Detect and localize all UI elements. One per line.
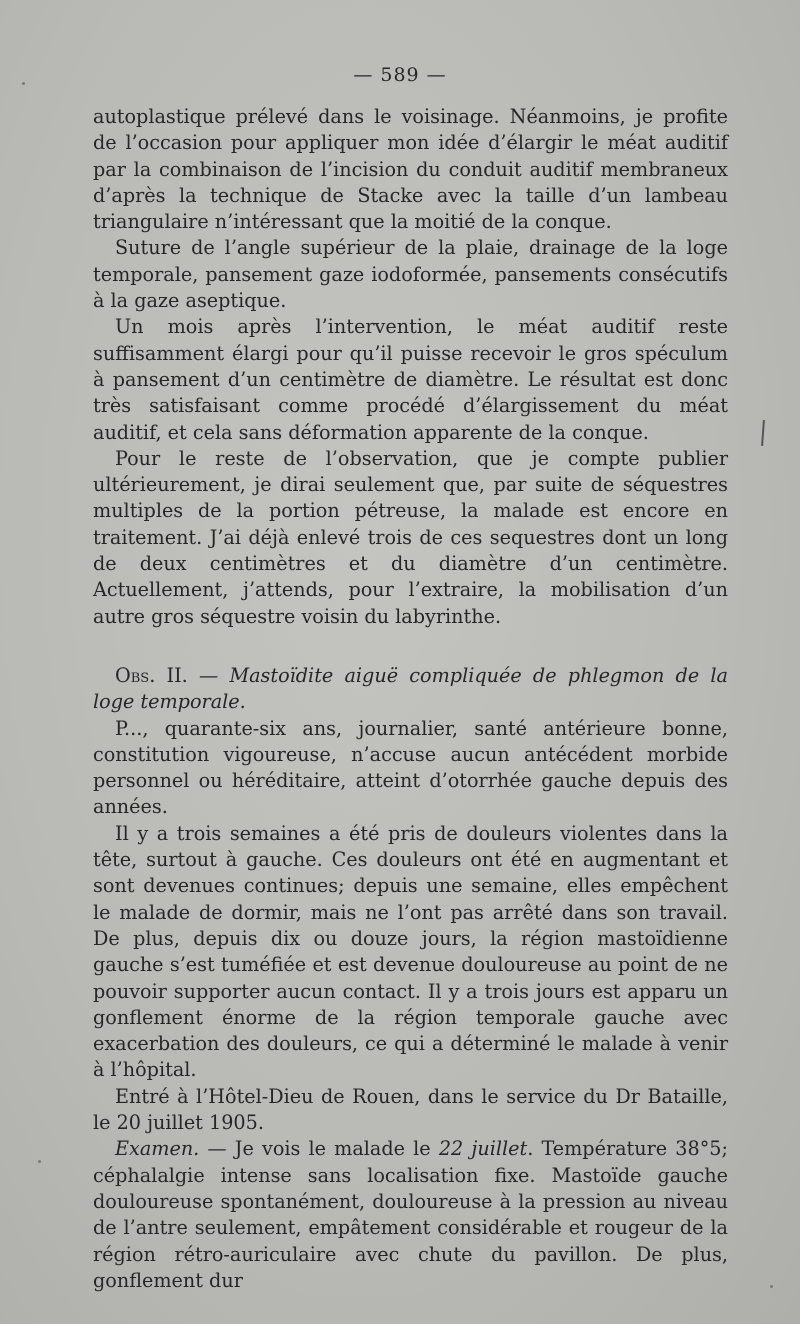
page-number: — 589 — [353,64,447,86]
paragraph: Il y a trois semaines a été pris de douleurs violentes dans la tête, surtout à gauche. Ces douleurs ont été en augmentant et sont devenues continues; depuis une semaine, elles empêchent le malade de dormir, mais ne l’ont pas arrêté dans son travail. De plus, depuis dix ou douze jours, la région mastoïdienne gauche s’est tuméfiée et est devenue douloureuse au point de ne pouvoir supporter aucun contact. Il y a trois jours est apparu un gonflement énorme de la région temporale gauche avec exacerbation des douleurs, ce qui a déterminé le malade à venir à l’hôpital. [93,821,728,1082]
margin-pencil-mark [761,420,765,446]
examen-text-2: . Température 38°5; céphalalgie intense sans localisation fixe. Mastoïde gauche douloureuse spontanément, douloureuse à la pression au niveau de l’antre seulement, empâtement considérable et rougeur de la région rétro-auriculaire avec chute du pavillon. De plus, gonflement dur [93,1137,728,1292]
paragraph: autoplastique prélevé dans le voisinage. Néanmoins, je profite de l’occasion pour appliquer mon idée d’élargir le méat auditif par la combinaison de l’incision du conduit auditif membraneux d’après la technique de Stacke avec la taille d’un lambeau triangulaire n’intéressant que la moitié de la conque. [93,105,728,234]
text-block-continuation [93,104,728,630]
examen-paragraph [93,1136,728,1294]
text-block-observation [93,663,728,1294]
paper-speck [22,82,25,85]
paragraph: Pour le reste de l’observation, que je compte publier ultérieurement, je dirai seulement que, par suite de séquestres multiples de la portion pétreuse, la malade est encore en traitement. J’ai déjà enlevé trois de ces sequestres dont un long de deux centimètres et du diamètre d’un centimètre. Actuellement, j’attends, pour l’extraire, la mobilisation d’un autre gros séquestre voisin du labyrinthe. [93,446,728,628]
examen-date: 22 juillet [438,1137,528,1161]
paper-speck [770,1285,773,1288]
observation-heading [93,663,728,716]
paragraph: Entré à l’Hôtel-Dieu de Rouen, dans le service du Dr Bataille, le 20 juillet 1905. [93,1084,728,1135]
examen-text-1: Je vois le malade le [226,1137,439,1161]
observation-label: Obs. II. — [115,664,219,687]
paper-speck [38,1160,41,1163]
paragraph: Suture de l’angle supérieur de la plaie, drainage de la loge temporale, pansement gaze iodoformée, pansements consécutifs à la gaze aseptique. [93,236,728,313]
examen-label: Examen. — [115,1137,227,1161]
paragraph: Un mois après l’intervention, le méat auditif reste suffisamment élargi pour qu’il puisse recevoir le gros spéculum à pansement d’un centimètre de diamètre. Le résultat est donc très satisfaisant comme procédé d’élargissement du méat auditif, et cela sans déformation apparente de la conque. [93,315,728,444]
observation-title: Mastoïdite aiguë compliquée de phlegmon de la loge temporale. [93,664,728,714]
paragraph: P..., quarante-six ans, journalier, santé antérieure bonne, constitution vigoureuse, n’accuse aucun antécédent morbide personnel ou héréditaire, atteint d’otorrhée gauche depuis des années. [93,716,728,819]
